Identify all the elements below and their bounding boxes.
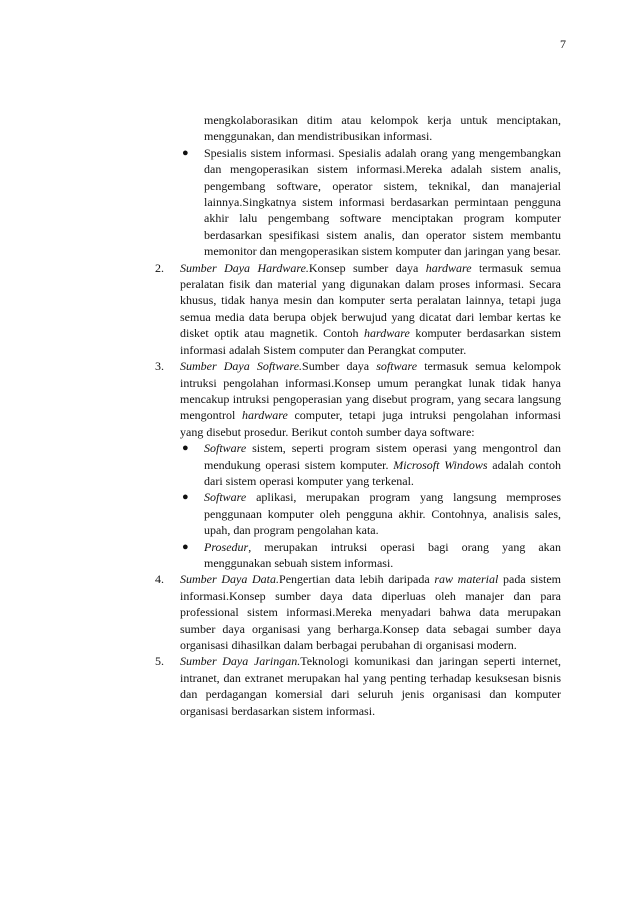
bullet-item-spesialis [160,145,561,260]
bullet-dot-icon: ● [182,146,189,159]
bullet-body: , merupakan intruksi operasi bagi orang yang akan menggunakan sebuah sistem informasi. [204,539,561,570]
item-text: Konsep sumber daya [308,260,426,275]
item-paragraph [180,260,561,358]
bullet-body: sistem, seperti program sistem operasi yang mengontrol dan mendukung operasi sistem komputer. [204,441,561,472]
item-italic: hardware [425,260,472,275]
bullet-lead: Software [204,441,247,456]
item-text: termasuk semua kelompok intruksi pengolahan informasi.Konsep umum perangkat lunak tidak hanya mencakup intruksi pengoperasian yang disebut program, yang secara langsung mengontrol [180,359,561,423]
list-item-hardware [155,260,562,358]
bullet-text [204,440,561,489]
item-italic: hardware [364,326,410,341]
item-text: computer, tetapi juga intruksi pengolahan informasi yang disebut prosedur. Berikut contoh sumber daya software: [180,408,562,439]
item-text: komputer berdasarkan sistem informasi adalah Sistem computer dan Perangkat computer. [180,326,562,357]
resource-list [155,260,562,719]
item-italic: software [376,359,418,374]
item-title: Sumber Daya Data. [180,572,280,587]
bullet-item-software-aplikasi [180,489,561,538]
list-number: 2. [155,260,164,275]
page-number: 7 [560,37,566,51]
list-item-data [155,571,562,653]
bullet-item-software-sistem [180,440,561,489]
bullet-lead: Prosedur [204,539,249,554]
bullet-text [204,539,561,572]
top-bullet-list [160,112,561,260]
item-title: Sumber Daya Software. [180,359,303,374]
item-italic: hardware [242,408,288,423]
bullet-text: Spesialis sistem informasi. Spesialis adalah orang yang mengembangkan dan mengoperasikan sistem informasi.Mereka adalah sistem analis, pengembang software, operator sistem, teknikal, dan manajerial lainnya.Singkatnya sistem informasi berdasarkan permintaan pengguna akhir lalu pengembang software menciptakan program komputer berdasarkan spesifikasi sistem analis, dan operator sistem membantu memonitor dan mengoperasikan sistem komputer dan jaringan yang besar. [204,145,561,259]
page-body [155,112,562,719]
item-text: Pengertian data lebih daripada [279,572,435,587]
item-paragraph [180,653,561,719]
bullet-dot-icon: ● [182,491,189,504]
item-text: pada sistem informasi.Konsep sumber daya data diperluas oleh manajer dan para professional sistem informasi.Mereka menyadari bahwa data merupakan sumber daya organisasi yang berharga.Konsep data sebagai sumber daya organisasi dihasilkan dalam berbagai perubahan di organisasi modern. [180,572,562,652]
software-bullet-list [180,440,561,571]
list-item-software [155,358,562,571]
item-title: Sumber Daya Jaringan. [180,654,301,669]
continuation-text: mengkolaborasikan ditim atau kelompok kerja untuk menciptakan, menggunakan, dan mendistribusikan informasi. [204,113,561,144]
bullet-item-prosedur [180,539,561,572]
list-number: 3. [155,359,164,374]
bullet-continuation [160,112,561,145]
bullet-body: adalah contoh dari sistem operasi komputer yang terkenal. [204,457,561,488]
list-number: 5. [155,654,164,669]
item-text: termasuk semua peralatan fisik dan material yang digunakan dalam proses informasi. Secara khusus, tidak hanya mesin dan komputer serta peralatan lainnya, tetapi juga semua media data berupa objek berwujud yang dicatat dari lembar kertas ke disket optik atau magnetik. Contoh [180,260,561,341]
bullet-text [204,489,561,538]
item-text: Teknologi komunikasi dan jaringan seperti internet, intranet, dan extranet merupakan hal yang penting terhadap kesuksesan bisnis dan perdagangan komersial dari seluruh jenis organisasi dan komputer organisasi berdasarkan sistem informasi. [180,654,562,718]
item-italic: raw material [434,572,499,587]
bullet-dot-icon: ● [182,442,189,455]
list-item-jaringan [155,653,562,719]
bullet-body: aplikasi, merupakan program yang langsung memproses penggunaan komputer oleh pengguna akhir. Contohnya, analisis sales, upah, dan program pengolahan kata. [204,490,561,538]
item-text: Sumber daya [302,359,377,374]
item-title: Sumber Daya Hardware. [180,260,309,275]
item-paragraph [180,571,561,653]
bullet-italic: Microsoft Windows [393,457,488,472]
list-number: 4. [155,572,164,587]
item-paragraph [180,358,561,440]
bullet-lead: Software [204,490,247,505]
bullet-dot-icon: ● [182,540,189,553]
